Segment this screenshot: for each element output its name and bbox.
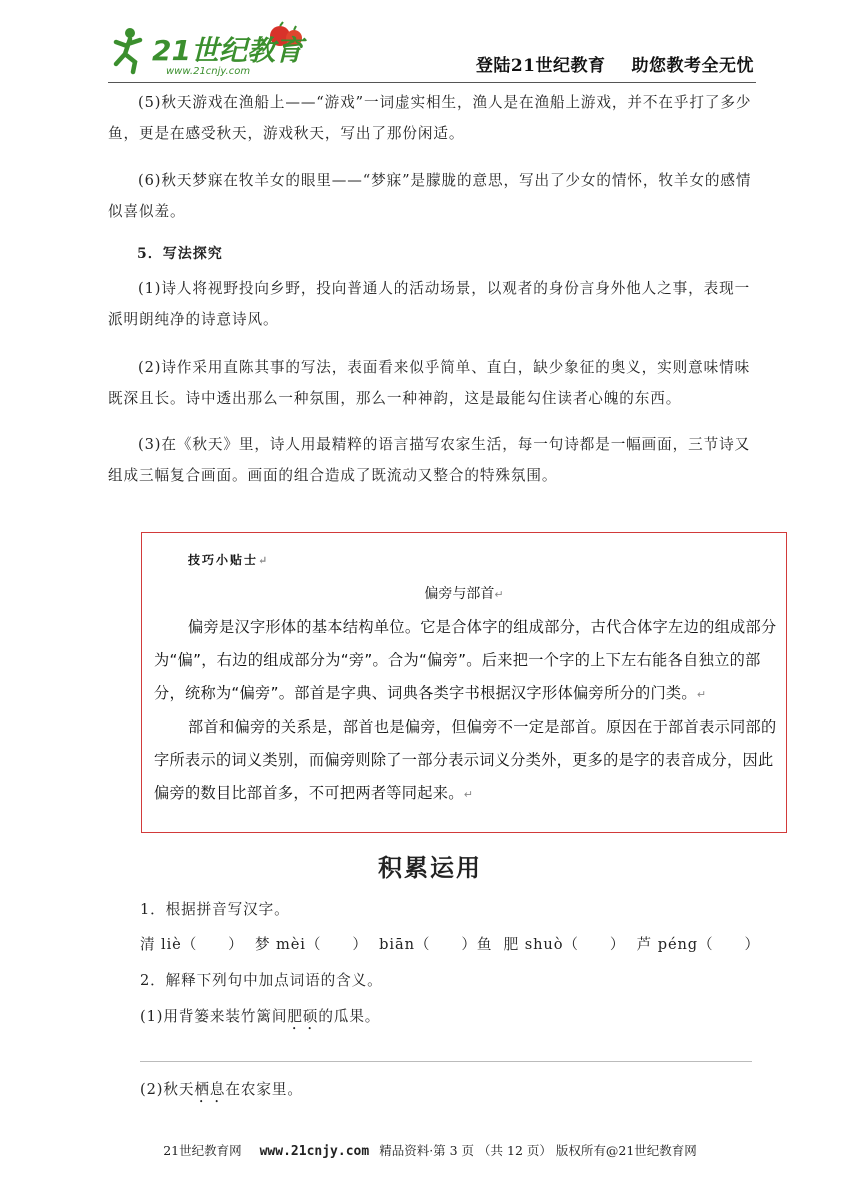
question-1: 1．根据拼音写汉字。 [140,901,290,918]
question-2-1: (1)用背篓来装竹篱间肥硕的瓜果。 [140,1008,381,1025]
pinyin-item: 肥 shuò（ ） [503,936,626,953]
tip-paragraph-1: 偏旁是汉字形体的基本结构单位。它是合体字的组成部分，古代合体字左边的组成部分为“偏”，右边的组成部分为“旁”。合为“偏旁”。后来把一个字的上下左右能各自独立的部分，统称为“偏旁”。部首是字典、词典各类字书根据汉字形体偏旁所分的门类。↵ [154,618,777,702]
section-heading-writing: 5．写法探究 [137,246,223,262]
slogan-login: 登陆21世纪教育 [475,56,606,76]
answer-line [140,1061,752,1062]
svg-text:21世纪教育: 21世纪教育 [152,34,303,67]
pinyin-item: 清 liè（ ） [140,936,244,953]
pinyin-row [140,933,760,954]
slogan-help: 助您教考全无忧 [631,56,754,76]
dotted-word: 肥硕 [287,1008,319,1025]
svg-text:www.21cnjy.com: www.21cnjy.com [166,66,251,77]
writing-paragraph-3: (3)在《秋天》里，诗人用最精粹的语言描写农家生活，每一句诗都是一幅画面，三节诗又组成三幅复合画面。画面的组合造成了既流动又整合的特殊氛围。 [108,436,751,484]
footer-org: 21世纪教育网 [163,1143,242,1158]
footer-info: 精品资料·第 3 页 （共 12 页） 版权所有@21世纪教育网 [379,1143,697,1158]
tip-box [141,532,787,833]
footer-site: www.21cnjy.com [259,1144,370,1159]
writing-paragraph-1: (1)诗人将视野投向乡野，投向普通人的活动场景，以观者的身份言身外他人之事，表现一派明朗纯净的诗意诗风。 [108,280,751,328]
question-2-2: (2)秋天栖息在农家里。 [140,1081,303,1098]
header-slogan [476,51,754,76]
dotted-word: 栖息 [194,1081,226,1098]
question-2: 2．解释下列句中加点词语的含义。 [140,972,383,989]
pinyin-item: 梦 mèi（ ） [255,936,368,953]
runner-icon [116,28,140,72]
page-footer [0,1141,860,1159]
tip-paragraph-2: 部首和偏旁的关系是，部首也是偏旁，但偏旁不一定是部首。原因在于部首表示同部的字所表示的词义类别，而偏旁则除了一部分表示词义分类外，更多的是字的表音成分，因此偏旁的数目比部首多，不可把两者等同起来。↵ [154,718,777,802]
section-title: 积累运用 [378,854,482,882]
pinyin-item: 芦 péng（ ） [636,936,760,953]
writing-paragraph-2: (2)诗作采用直陈其事的写法，表面看来似乎简单、直白，缺少象征的奥义，实则意味情味既深且长。诗中透出那么一种氛围，那么一种神韵，这是最能勾住读者心魄的东西。 [108,359,751,407]
page-header [108,18,756,83]
analysis-paragraph-6: (6)秋天梦寐在牧羊女的眼里——“梦寐”是朦胧的意思，写出了少女的情怀，牧羊女的感情似喜似羞。 [108,172,752,220]
pinyin-item: biān（ ）鱼 [379,936,493,953]
analysis-paragraph-5: (5)秋天游戏在渔船上——“游戏”一词虚实相生，渔人是在渔船上游戏，并不在乎打了多少鱼，更是在感受秋天，游戏秋天，写出了那份闲适。 [108,94,752,142]
site-logo [108,20,308,78]
tip-title: 偏旁与部首↵ [424,586,504,602]
tip-label: 技巧小贴士↵ [188,553,270,567]
